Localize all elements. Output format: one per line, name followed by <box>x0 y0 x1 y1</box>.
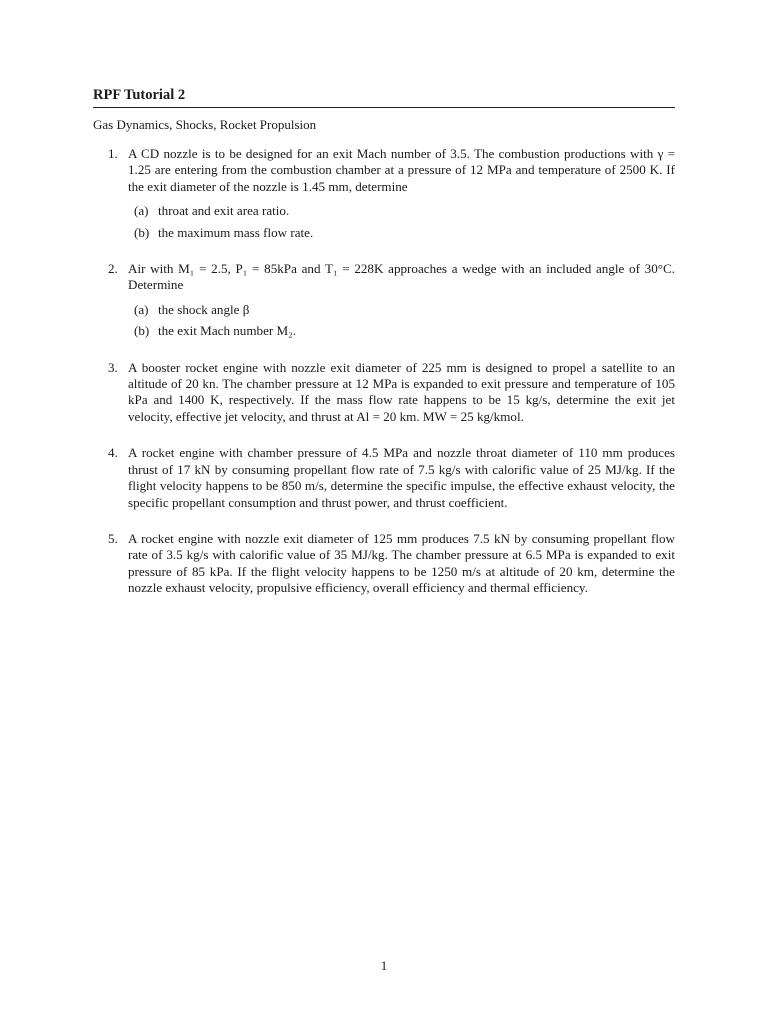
problem-number: 4. <box>108 445 118 461</box>
problem-number: 1. <box>108 146 118 161</box>
subpart-label: (a) <box>134 301 149 317</box>
problem-text: A rocket engine with nozzle exit diameter of 125 mm produces 7.5 kN by consuming propellant flow rate of 3.5 kg/s with calorific value of 35 MJ/kg. The chamber pressure at 6.5 MPa is expanded to exit pressure of 85 kPa. If the flight velocity happens to be 1250 m/s at altitude of 20 km, determine the nozzle exhaust velocity, propulsive efficiency, overall efficiency and thermal efficiency. <box>128 530 675 596</box>
problem-5 <box>93 531 675 597</box>
problem-text: Air with M₁ = 2.5, P₁ = 85kPa and T₁ = 228K approaches a wedge with an included angle of 30°C. Determine <box>128 261 675 293</box>
subpart-list <box>128 302 675 340</box>
problem-number: 2. <box>108 261 118 277</box>
subpart-text: the shock angle β <box>158 301 250 317</box>
subpart-label: (b) <box>134 323 150 339</box>
subpart-item <box>134 203 675 219</box>
problem-number: 3. <box>108 359 118 375</box>
subpart-text: the maximum mass flow rate. <box>158 224 314 240</box>
document-header <box>93 86 675 108</box>
subpart-label: (b) <box>134 224 150 240</box>
problem-3 <box>93 360 675 426</box>
header-rule <box>93 107 675 108</box>
problem-list <box>93 146 675 597</box>
problem-number: 5. <box>108 530 118 546</box>
problem-text: A booster rocket engine with nozzle exit diameter of 225 mm is designed to propel a satellite to an altitude of 20 kn. The chamber pressure at 12 MPa is expanded to exit pressure and temperature of 105 kPa and 1400 K, respectively. If the mass flow rate happens to be 15 kg/s, determine the exit jet velocity, effective jet velocity, and thrust at Al = 20 km. MW = 25 kg/kmol. <box>128 359 675 424</box>
problem-2 <box>93 261 675 340</box>
subpart-item <box>134 225 675 241</box>
problem-text: A rocket engine with chamber pressure of 4.5 MPa and nozzle throat diameter of 110 mm produces thrust of 17 kN by consuming propellant flow rate of 7.5 kg/s with calorific value of 25 MJ/kg. If the flight velocity happens to be 850 m/s, determine the specific impulse, the effective exhaust velocity, the specific propellant consumption and thrust power, and thrust coefficient. <box>128 445 675 510</box>
page-subtitle: Gas Dynamics, Shocks, Rocket Propulsion <box>93 117 317 132</box>
page-number: 1 <box>380 958 388 973</box>
subpart-text: the exit Mach number M₂. <box>158 323 297 339</box>
problem-4 <box>93 445 675 511</box>
subpart-text: throat and exit area ratio. <box>158 203 290 219</box>
subpart-item <box>134 323 675 339</box>
page-title: RPF Tutorial 2 <box>93 87 186 103</box>
problem-1 <box>93 146 675 241</box>
subpart-item <box>134 302 675 318</box>
subpart-label: (a) <box>134 203 149 219</box>
subpart-list <box>128 203 675 241</box>
problem-text: A CD nozzle is to be designed for an exit Mach number of 3.5. The combustion productions with γ = 1.25 are entering from the combustion chamber at a pressure of 12 MPa and temperature of 2500 K. If the exit diameter of the nozzle is 1.45 mm, determine <box>128 146 675 194</box>
